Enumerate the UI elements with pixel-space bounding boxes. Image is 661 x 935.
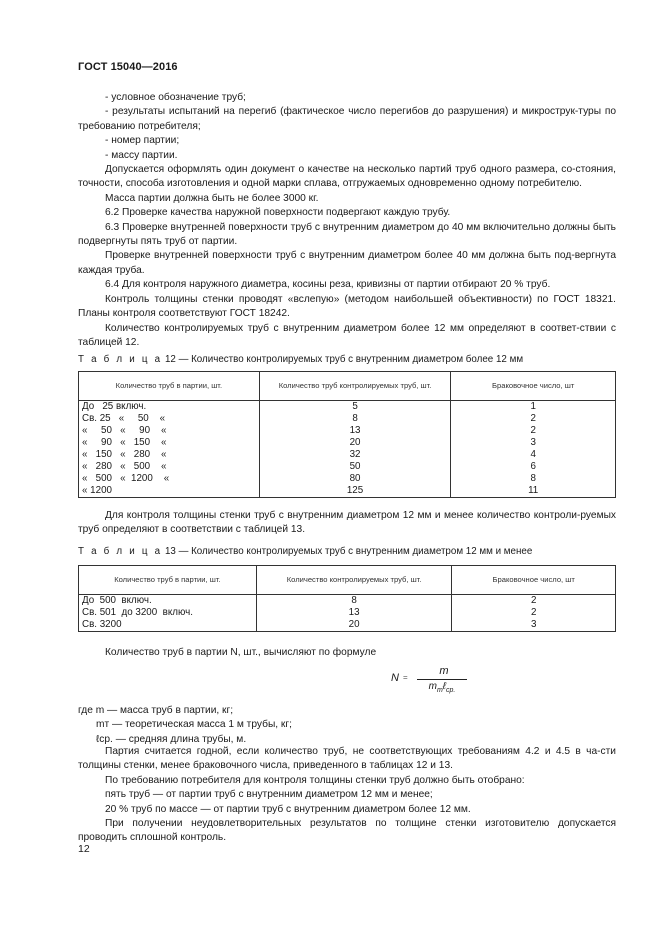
table-header-cell: Браковочное число, шт [452,566,616,595]
table-cell: 13 [259,425,451,437]
table-cell: « 1200 [79,485,260,498]
table-row [79,425,616,437]
den-m-sub: т [436,687,443,694]
table-row [79,449,616,461]
table-cell: 32 [259,449,451,461]
table-cell: Св. 25 « 50 « [79,413,260,425]
table-cell: 8 [259,413,451,425]
table-cell: « 500 « 1200 « [79,473,260,485]
table-header-cell: Количество контролируемых труб, шт. [256,566,452,595]
table-cell: 2 [451,413,616,425]
where-block [78,704,616,747]
table-row [79,437,616,449]
table-cell: « 90 « 150 « [79,437,260,449]
paragraph: Количество труб в партии N, шт., вычисляют по формуле [105,647,377,658]
paragraph: Количество контролируемых труб с внутренним диаметром более 12 мм определяют в соответ-ствии с таблицей 12. [78,322,616,348]
table-12-caption [78,353,523,367]
table-cell: 5 [259,401,451,414]
where-line: где m — масса труб в партии, кг; [78,705,234,716]
formula-intro [78,646,616,660]
table-cell: « 150 « 280 « [79,449,260,461]
table-cell: 13 [256,607,452,619]
table-header-cell: Браковочное число, шт [451,372,616,401]
formula-equals: = [403,673,408,682]
formula-denominator [417,680,467,698]
table-cell: 3 [451,437,616,449]
table-cell: 125 [259,485,451,498]
text-block-3 [78,745,616,846]
paragraph: 6.4 Для контроля наружного диаметра, косины реза, кривизны от партии отбирают 20 % труб. [105,279,551,291]
table-cell: 80 [259,473,451,485]
table-row [79,473,616,485]
table-13-caption [78,545,532,559]
table-cell: 11 [451,485,616,498]
list-item: 20 % труб по массе — от партии труб с внутренним диаметром более 12 мм. [105,803,471,815]
text-block-1 [78,91,616,350]
paragraph: При получении неудовлетворительных результатов по толщине стенки изготовителю допускается проводить сплошной контроль. [78,818,616,844]
den-m: m [428,681,437,692]
table-cell: 2 [452,595,616,608]
den-l: ℓ [442,681,447,692]
table-cell: « 280 « 500 « [79,461,260,473]
where-line: mт — теоретическая масса 1 м трубы, кг; [96,719,292,731]
formula [391,664,471,698]
paragraph: Масса партии должна быть не более 3000 кг. [105,192,319,204]
document-page [78,0,616,935]
table-cell: 50 [259,461,451,473]
table-cell: Св. 3200 [79,619,257,632]
caption-text: 13 — Количество контролируемых труб с внутренним диаметром 12 мм и менее [162,546,533,557]
table-row [79,485,616,498]
paragraph: Партия считается годной, если количество труб, не соответствующих требованиям 4.2 и 4.5 в ча-сти толщины стенки, менее браковочного числа, приведенного в таблицах 12 и 13. [78,746,616,772]
document-header: ГОСТ 15040—2016 [78,61,178,73]
table-cell: Св. 501 до 3200 включ. [79,607,257,619]
paragraph: 6.3 Проверке внутренней поверхности труб с внутренним диаметром до 40 мм включительно должны быть подвергнуты пять труб от партии. [78,221,616,248]
table-row [79,595,616,608]
table-cell: 8 [451,473,616,485]
table-row [79,413,616,425]
formula-lhs: N [391,672,399,684]
paragraph: Проверке внутренней поверхности труб с внутренним диаметром более 40 мм должна быть под-вергнута каждая труба. [78,250,616,276]
table-cell: 4 [451,449,616,461]
table-header-cell: Количество труб контролируемых труб, шт. [259,372,451,401]
table-row [79,607,616,619]
paragraph: Для контроля толщины стенки труб с внутренним диаметром 12 мм и менее количество контроли-руемых труб определяют в соответствии с таблицей 13. [78,510,616,536]
formula-numerator: m [439,665,449,677]
table-cell: 20 [259,437,451,449]
table-cell: 1 [451,401,616,414]
caption-prefix: Т а б л и ц а [78,546,163,557]
table-row [79,401,616,414]
caption-text: 12 — Количество контролируемых труб с внутренним диаметром более 12 мм [162,354,524,365]
table-cell: 2 [451,425,616,437]
table-cell: 2 [452,607,616,619]
table-cell: 20 [256,619,452,632]
paragraph: По требованию потребителя для контроля толщины стенки труб должно быть отобрано: [105,774,525,786]
paragraph: Допускается оформлять один документ о качестве на несколько партий труб одного размера, со-стояния, точности, способа изготовления и одной марки сплава, отгружаемых одновременно одному потребителю. [78,164,616,190]
table-row [79,619,616,632]
table-cell: До 25 включ. [79,401,260,414]
table-cell: 3 [452,619,616,632]
table-cell: 6 [451,461,616,473]
list-item: - номер партии; [105,135,180,147]
list-item: - результаты испытаний на перегиб (фактическое число перегибов до разрушения) и микрострук-туры по требованию потребителя; [78,106,616,132]
den-l-sub: ср. [446,687,456,694]
list-item: - условное обозначение труб; [105,92,246,103]
page-number: 12 [78,843,90,855]
table-header-cell: Количество труб в партии, шт. [79,372,260,401]
caption-prefix: Т а б л и ц а [78,354,163,365]
table-12 [78,371,616,498]
table-cell: « 50 « 90 « [79,425,260,437]
where-line: ℓср. — средняя длина трубы, м. [96,733,247,745]
table-header-cell: Количество труб в партии, шт. [79,566,257,595]
table-row [79,461,616,473]
list-item: пять труб — от партии труб с внутренним диаметром 12 мм и менее; [105,789,433,801]
paragraph: Контроль толщины стенки проводят «вслепую» (методом наибольшей объективности) по ГОСТ 18321. Планы контроля соответствуют ГОСТ 18242. [78,293,616,320]
table-cell: До 500 включ. [79,595,257,608]
list-item: - массу партии. [105,149,178,161]
table-13 [78,565,616,632]
paragraph: 6.2 Проверке качества наружной поверхности подвергают каждую трубу. [105,207,451,219]
table-cell: 8 [256,595,452,608]
text-block-2 [78,509,616,538]
